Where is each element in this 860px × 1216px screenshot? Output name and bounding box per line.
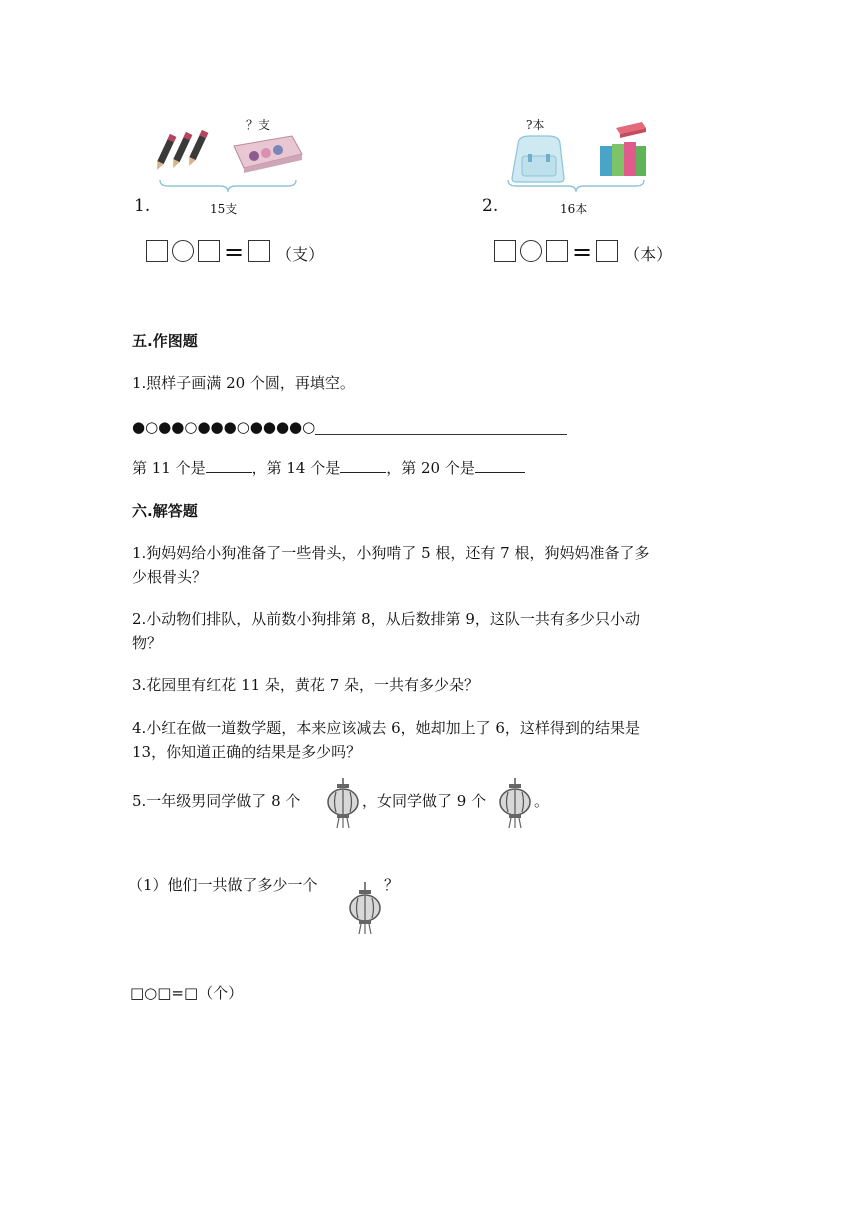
lantern-icon <box>324 776 362 830</box>
pencil-case-image <box>230 132 304 174</box>
answer-blank[interactable] <box>475 458 525 473</box>
equals-sign: = <box>572 238 593 266</box>
unit-label: （本） <box>624 245 673 264</box>
lantern-icon <box>496 776 534 830</box>
problem-number: 2. <box>482 196 499 216</box>
sub-question-1 <box>128 872 318 898</box>
total-label: 15支 <box>210 202 238 216</box>
answer-box[interactable] <box>596 240 618 262</box>
fill-text: ，第 20 个是 <box>386 459 475 477</box>
question-2-line-1: 2.小动物们排队，从前数小狗排第 8，从后数排第 9，这队一共有多少只小动 <box>132 610 640 628</box>
question-1-line-2: 少根骨头？ <box>132 568 208 586</box>
question-3: 3.花园里有红花 11 朵，黄花 7 朵，一共有多少朵？ <box>132 676 480 694</box>
equation-1 <box>146 238 324 266</box>
sub-question-text: （1）他们一共做了多少一个 <box>128 876 318 894</box>
answer-box[interactable] <box>248 240 270 262</box>
question-text: 1.照样子画满 20 个圆，再填空。 <box>132 374 355 392</box>
operator-circle[interactable] <box>172 240 194 262</box>
schoolbag-image <box>508 134 570 184</box>
answer-box[interactable] <box>198 240 220 262</box>
drawing-line[interactable] <box>315 434 567 435</box>
question-2-line-2: 物？ <box>132 634 163 652</box>
total-label: 16本 <box>560 202 588 216</box>
answer-blank[interactable] <box>206 458 252 473</box>
section-6-title: 六.解答题 <box>132 502 198 520</box>
answer-box[interactable] <box>494 240 516 262</box>
books-image <box>596 120 650 182</box>
question-1-line-1: 1.狗妈妈给小狗准备了一些骨头，小狗啃了 5 根，还有 7 根，狗妈妈准备了多 <box>132 544 650 562</box>
answer-blank[interactable] <box>340 458 386 473</box>
fill-text: 第 11 个是 <box>132 459 206 477</box>
operator-circle[interactable] <box>520 240 542 262</box>
sub-question-text: ？ <box>384 876 400 894</box>
quantity-question-label: ?本 <box>526 118 545 132</box>
brace-line <box>158 178 298 194</box>
question-5-text: 5.一年级男同学做了 8 个 <box>132 792 301 810</box>
pencils-image <box>156 128 212 176</box>
fill-text: ，第 14 个是 <box>251 459 341 477</box>
question-4-line-2: 13，你知道正确的结果是多少吗？ <box>132 743 362 761</box>
circle-pattern <box>132 414 567 440</box>
brace-line <box>506 178 646 194</box>
problem-number: 1. <box>134 196 151 216</box>
unit-label: （支） <box>276 245 325 264</box>
question-5 <box>132 788 300 814</box>
fill-in-line <box>132 455 525 481</box>
answer-box[interactable] <box>546 240 568 262</box>
lantern-icon <box>346 880 384 936</box>
section-5-title: 五.作图题 <box>132 332 198 350</box>
question-5-text: 。 <box>534 792 550 810</box>
equation-2 <box>494 238 672 266</box>
question-5-text: ，女同学做了 9 个 <box>362 792 487 810</box>
answer-equation[interactable]: □○□=□（个） <box>130 984 244 1002</box>
pattern-circles: ●○●●○●●●○●●●●○ <box>132 418 316 436</box>
question-4-line-1: 4.小红在做一道数学题，本来应该减去 6，她却加上了 6，这样得到的结果是 <box>132 719 640 737</box>
equals-sign: = <box>224 238 245 266</box>
quantity-question-label: ？支 <box>246 118 271 132</box>
answer-box[interactable] <box>146 240 168 262</box>
